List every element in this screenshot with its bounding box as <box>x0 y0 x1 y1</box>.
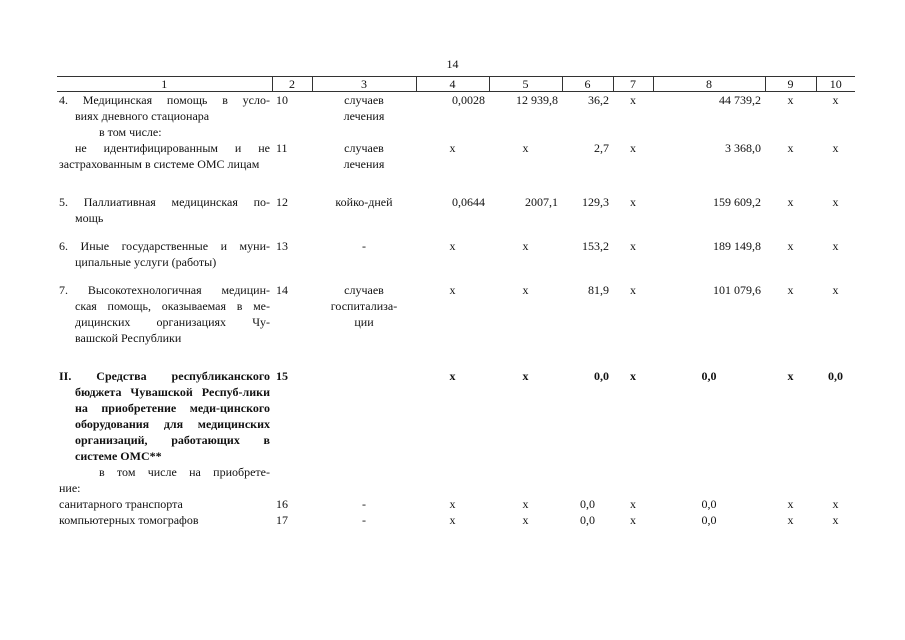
cell-c8: 159 609,2 <box>713 195 761 209</box>
row-unit <box>312 368 416 464</box>
cell-c5: x <box>522 239 529 253</box>
cell-c9: x <box>787 93 794 107</box>
cell-c8: 0,0 <box>701 369 717 383</box>
cell-c9: x <box>787 369 794 383</box>
cell-c9: x <box>787 141 794 155</box>
table-row <box>57 238 855 270</box>
cell-c4: 0,0028 <box>452 93 485 107</box>
row-name: санитарного транспорта <box>59 497 183 511</box>
cell-c7: x <box>630 283 636 297</box>
cell-c8: 0,0 <box>701 513 717 527</box>
row-subheading: в том числе на приобрете- ние: <box>59 465 270 495</box>
row-subheading: в том числе: <box>99 125 162 139</box>
cell-c7: x <box>630 93 636 107</box>
column-header: 9 <box>765 77 816 92</box>
cell-c6: 0,0 <box>580 497 595 511</box>
row-name: 7. Высокотехнологичная медицин- ская помощь, оказываемая в ме- дицинских организациях Чу- вашской Республики <box>59 283 270 345</box>
row-unit: случаев госпитализа- ции <box>330 283 398 329</box>
cell-c7: x <box>630 369 636 383</box>
row-code: 14 <box>276 283 288 297</box>
cell-c8: 44 739,2 <box>719 93 761 107</box>
financing-table <box>57 76 855 528</box>
cell-c10: x <box>832 513 839 527</box>
cell-c9: x <box>787 497 794 511</box>
table-row <box>57 496 855 512</box>
cell-c5: x <box>522 497 529 511</box>
page-number: 14 <box>446 57 459 71</box>
table-row <box>57 92 855 125</box>
cell-c4: 0,0644 <box>452 195 485 209</box>
cell-c7: x <box>630 497 636 511</box>
cell-c4: x <box>449 369 456 383</box>
table-row <box>57 464 855 496</box>
cell-c8: 0,0 <box>701 497 717 511</box>
cell-c10: 0,0 <box>828 369 843 383</box>
cell-c10: x <box>832 141 839 155</box>
cell-c10: x <box>832 497 839 511</box>
table-row <box>57 124 855 140</box>
cell-c4: x <box>449 497 456 511</box>
cell-c10: x <box>832 195 839 209</box>
column-header: 5 <box>489 77 562 92</box>
cell-c8: 3 368,0 <box>725 141 761 155</box>
cell-c5: 2007,1 <box>525 195 558 209</box>
cell-c9: x <box>787 195 794 209</box>
cell-c9: x <box>787 239 794 253</box>
column-header: 3 <box>312 77 416 92</box>
row-code: 15 <box>276 369 288 383</box>
column-header: 6 <box>562 77 613 92</box>
column-header: 1 <box>57 77 272 92</box>
column-header: 2 <box>272 77 312 92</box>
cell-c6: 129,3 <box>582 195 609 209</box>
column-number-row <box>57 77 855 92</box>
row-code: 10 <box>276 93 288 107</box>
row-unit: - <box>362 239 366 253</box>
row-name: не идентифицированным и не застрахованным в системе ОМС лицам <box>59 141 270 171</box>
table-row <box>57 368 855 464</box>
cell-c6: 2,7 <box>594 141 609 155</box>
cell-c10: x <box>832 239 839 253</box>
cell-c6: 81,9 <box>588 283 609 297</box>
cell-c9: x <box>787 283 794 297</box>
table-row <box>57 282 855 346</box>
row-name: компьютерных томографов <box>59 513 199 527</box>
row-name: 4. Медицинская помощь в усло- виях дневного стационара <box>59 93 270 123</box>
row-name: 5. Паллиативная медицинская по- мощь <box>59 195 270 225</box>
row-unit: - <box>362 513 366 527</box>
row-unit: случаев лечения <box>343 141 385 171</box>
column-header: 10 <box>816 77 855 92</box>
cell-c5: x <box>522 369 529 383</box>
row-name: II. Средства республиканского бюджета Чувашской Респуб-лики на приобретение меди-цинского оборудования для медицинских организаций, работающих в системе ОМС** <box>59 369 270 463</box>
row-code: 12 <box>276 195 288 209</box>
cell-c6: 153,2 <box>582 239 609 253</box>
table-row <box>57 512 855 528</box>
cell-c8: 189 149,8 <box>713 239 761 253</box>
column-header: 7 <box>613 77 653 92</box>
cell-c5: x <box>522 513 529 527</box>
cell-c10: x <box>832 283 839 297</box>
row-code: 17 <box>276 513 288 527</box>
cell-c10: x <box>832 93 839 107</box>
cell-c5: 12 939,8 <box>516 93 558 107</box>
cell-c4: x <box>449 513 456 527</box>
column-header: 8 <box>653 77 765 92</box>
row-code: 16 <box>276 497 288 511</box>
cell-c4: x <box>449 239 456 253</box>
cell-c9: x <box>787 513 794 527</box>
row-name: 6. Иные государственные и муни- ципальные услуги (работы) <box>59 239 270 269</box>
row-unit: - <box>362 497 366 511</box>
cell-c7: x <box>630 141 636 155</box>
row-unit: случаев лечения <box>343 93 385 123</box>
cell-c4: x <box>449 283 456 297</box>
cell-c8: 101 079,6 <box>713 283 761 297</box>
column-header: 4 <box>416 77 489 92</box>
cell-c6: 36,2 <box>588 93 609 107</box>
row-unit: койко-дней <box>335 195 393 209</box>
table-row <box>57 140 855 172</box>
cell-c7: x <box>630 239 636 253</box>
table-row <box>57 194 855 226</box>
cell-c6: 0,0 <box>580 513 595 527</box>
cell-c5: x <box>522 283 529 297</box>
row-code: 11 <box>276 141 288 155</box>
cell-c5: x <box>522 141 529 155</box>
cell-c7: x <box>630 513 636 527</box>
cell-c4: x <box>449 141 456 155</box>
cell-c7: x <box>630 195 636 209</box>
cell-c6: 0,0 <box>594 369 609 383</box>
row-code: 13 <box>276 239 288 253</box>
